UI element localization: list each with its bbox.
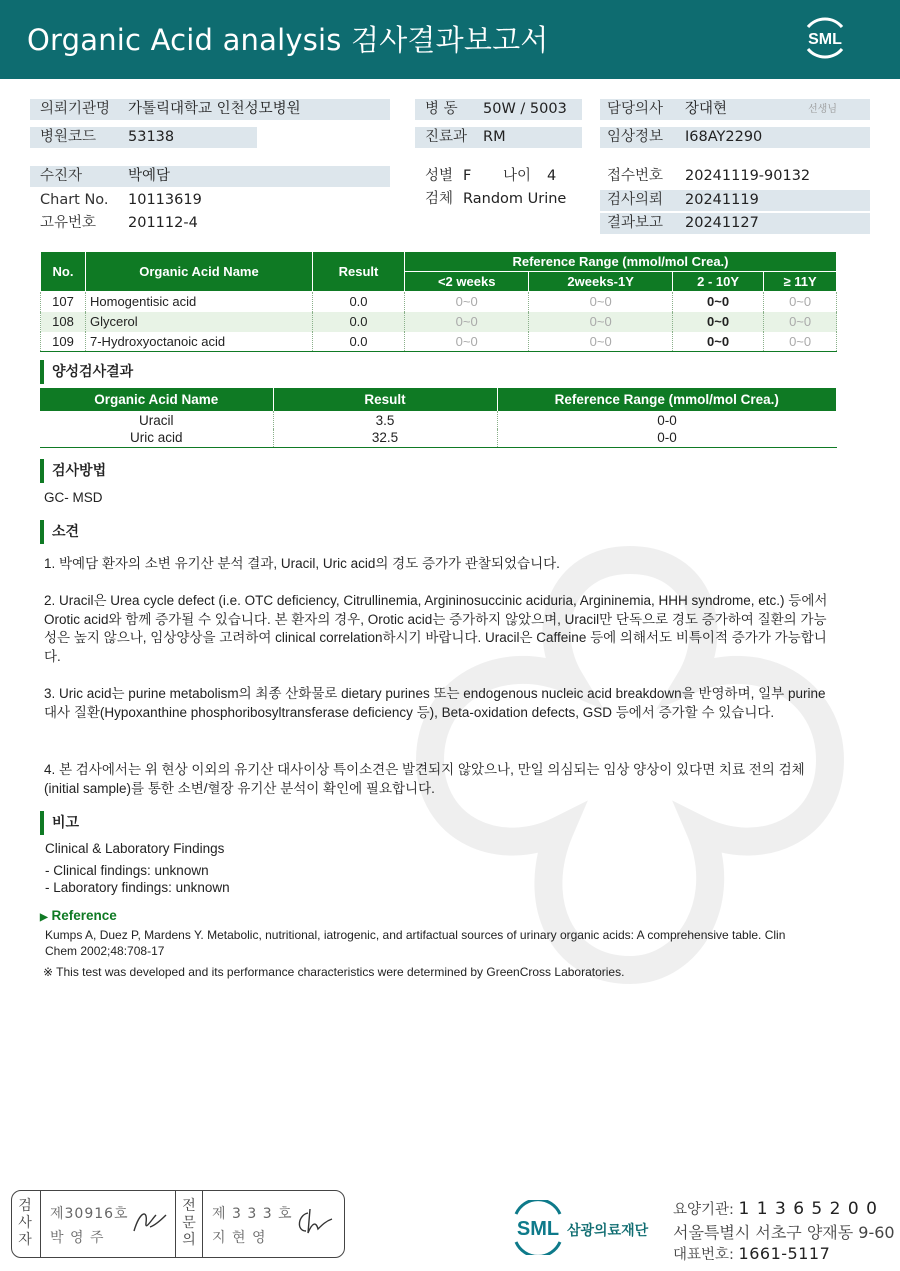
pos-col-ref: Reference Range (mmol/mol Crea.) — [497, 388, 837, 411]
positive-results-table — [40, 388, 837, 448]
footer-institution-no: 요양기관: 1 1 3 6 5 2 0 0 — [673, 1199, 878, 1219]
specimen-field: 검체 Random Urine — [425, 191, 567, 207]
col-name: Organic Acid Name — [86, 252, 313, 292]
specialist-license: 제 3 3 3 호 — [212, 1206, 293, 1222]
svg-text:SML: SML — [516, 1218, 560, 1240]
reference-text: Kumps A, Duez P, Mardens Y. Metabolic, nutritional, iatrogenic, and artifactual sources of urinary organic acids: A comprehensive table. Clin Chem 2002;48:708-17 — [45, 928, 786, 958]
col-range-2: 2weeks-1Y — [529, 272, 673, 292]
col-range-3: 2 - 10Y — [672, 272, 763, 292]
report-title: Organic Acid analysis 검사결과보고서 — [27, 23, 549, 57]
sex-age-field: 성별 F 나이 4 — [425, 168, 557, 184]
positive-results-heading: 양성검사결과 — [40, 360, 133, 384]
request-date-field: 검사의뢰 20241119 — [600, 190, 870, 211]
examiner-signature-icon — [130, 1205, 170, 1239]
pos-col-result: Result — [273, 388, 497, 411]
col-no: No. — [41, 252, 86, 292]
sml-logo-icon — [800, 13, 850, 63]
finding-paragraph-1: 1. 박예담 환자의 소변 유기산 분석 결과, Uracil, Uric acid의 경도 증가가 관찰되었습니다. — [44, 556, 560, 571]
finding-paragraph-4: 4. 본 검사에서는 위 현상 이외의 유기산 대사이상 특이소견은 발견되지 않았으나, 만일 의심되는 임상 양상이 있다면 치료 전의 검체 (initial sample)를 통한 소변/혈장 유기산 분석이 확인에 필요합니다. — [44, 762, 805, 796]
examiner-label: 검 사 자 — [18, 1198, 32, 1248]
finding-paragraph-2: 2. Uracil은 Urea cycle defect (i.e. OTC deficiency, Citrullinemia, Argininosuccinic aciduria, Argininemia, HHH syndrome, etc.) 등에서 Orotic acid와 함께 증가될 수 있습니다. 본 환자의 경우, Orotic acid는 증가하지 않았으며, Uracil만 단독으로 경도 증가하여 질환의 가능성은 높지 않으나, 임상양상을 고려하여 clinical correlation하시기 바랍니다. Uracil은 Caffeine 등에 의해서도 비특이적 증가가 가능합니다. — [44, 593, 828, 664]
method-text: GC- MSD — [44, 490, 103, 505]
remarks-line-1: Clinical & Laboratory Findings — [45, 841, 225, 856]
svg-text:SML: SML — [808, 31, 842, 48]
disclaimer-note: ※ This test was developed and its performance characteristics were determined by GreenCross Laboratories. — [43, 965, 625, 979]
col-range-1: <2 weeks — [405, 272, 529, 292]
results-table — [40, 251, 837, 352]
sml-foundation-logo-icon — [510, 1200, 665, 1255]
table-row: Uracil 3.5 0-0 — [40, 411, 837, 429]
triangle-bullet-icon: ▶ — [40, 912, 48, 923]
report-header — [0, 0, 900, 79]
patient-field: 수진자 박예담 — [30, 166, 390, 187]
table-row: 108 Glycerol 0.0 0~0 0~0 0~0 0~0 — [41, 312, 837, 332]
method-heading: 검사방법 — [40, 459, 106, 483]
footer-logo — [510, 1200, 665, 1259]
table-row: 109 7-Hydroxyoctanoic acid 0.0 0~0 0~0 0~0 0~0 — [41, 332, 837, 352]
examiner-name: 박 영 주 — [50, 1230, 105, 1246]
department-field: 진료과 RM — [415, 127, 582, 148]
table-row: Uric acid 32.5 0-0 — [40, 429, 837, 447]
specialist-name: 지 현 영 — [212, 1230, 267, 1246]
remarks-line-3: - Laboratory findings: unknown — [45, 880, 230, 895]
specialist-label: 전 문 의 — [182, 1198, 196, 1248]
col-range-4: ≥ 11Y — [764, 272, 837, 292]
institution-field: 의뢰기관명 가톨릭대학교 인천성모병원 — [30, 99, 390, 120]
pos-col-name: Organic Acid Name — [40, 388, 273, 411]
remarks-heading: 비고 — [40, 811, 79, 835]
footer-address: 서울특별시 서초구 양재동 9-60 — [673, 1223, 895, 1242]
footer-phone: 대표번호: 1661-5117 — [673, 1244, 831, 1263]
table-row: 107 Homogentisic acid 0.0 0~0 0~0 0~0 0~0 — [41, 292, 837, 312]
signature-box — [11, 1190, 345, 1258]
col-ref-range: Reference Range (mmol/mol Crea.) — [405, 252, 837, 272]
reference-heading: ▶ Reference — [40, 908, 117, 923]
specialist-signature-icon — [294, 1205, 336, 1239]
ward-field: 병 동 50W / 5003 — [415, 99, 582, 120]
remarks-line-2: - Clinical findings: unknown — [45, 863, 209, 878]
receipt-field: 접수번호 20241119-90132 — [607, 168, 811, 184]
clinical-info-field: 임상정보 I68AY2290 — [600, 127, 870, 148]
chart-no-field: Chart No. 10113619 — [40, 192, 202, 208]
hospital-code-field: 병원코드 53138 — [30, 127, 257, 148]
unique-id-field: 고유번호 201112-4 — [40, 215, 198, 231]
examiner-license: 제30916호 — [50, 1206, 129, 1222]
svg-text:삼광의료재단: 삼광의료재단 — [567, 1223, 649, 1239]
findings-heading: 소견 — [40, 520, 79, 544]
report-date-field: 결과보고 20241127 — [600, 213, 870, 234]
finding-paragraph-3: 3. Uric acid는 purine metabolism의 최종 산화물로 dietary purines 또는 endogenous nucleic acid breakdown을 반영하며, 일부 purine 대사 질환(Hypoxanthine phosphoribosyltransferase deficiency 등), Beta-oxidation defects, GSD 등에서 증가할 수 있습니다. — [44, 686, 826, 720]
doctor-field: 담당의사 장대현 선생님 — [600, 99, 870, 120]
col-result: Result — [313, 252, 405, 292]
